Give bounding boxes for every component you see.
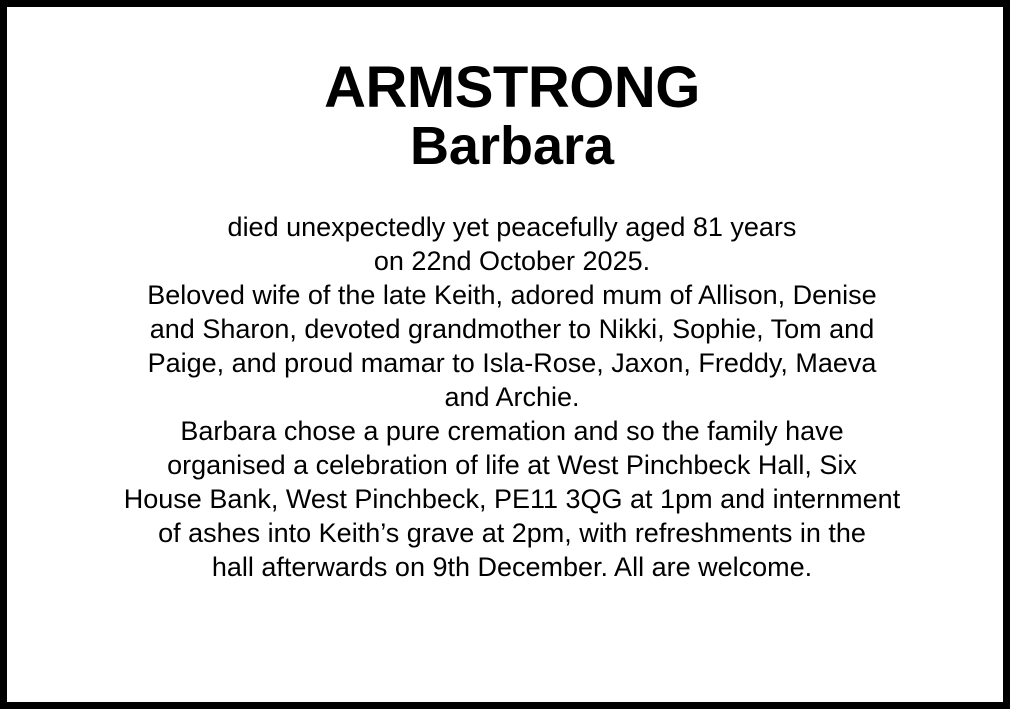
notice-line: Paige, and proud mamar to Isla-Rose, Jaxon, Freddy, Maeva xyxy=(147,348,877,378)
notice-line: on 22nd October 2025. xyxy=(373,246,651,276)
notice-line: Beloved wife of the late Keith, adored mum of Allison, Denise xyxy=(147,280,877,310)
notice-line: and Archie. xyxy=(444,382,580,412)
notice-line: hall afterwards on 9th December. All are welcome. xyxy=(211,552,813,582)
notice-forename: Barbara xyxy=(409,116,615,176)
notice-surname: ARMSTRONG xyxy=(324,55,700,120)
notice-line: organised a celebration of life at West Pinchbeck Hall, Six xyxy=(167,450,857,480)
notice-line: died unexpectedly yet peacefully aged 81 years xyxy=(227,212,797,242)
notice-line: and Sharon, devoted grandmother to Nikki, Sophie, Tom and xyxy=(149,314,875,344)
notice-body xyxy=(14,210,1010,584)
notice-line: House Bank, West Pinchbeck, PE11 3QG at 1pm and internment xyxy=(123,484,901,514)
notice-line: Barbara chose a pure cremation and so the family have xyxy=(180,416,844,446)
notice-line: of ashes into Keith’s grave at 2pm, with refreshments in the xyxy=(158,518,866,548)
